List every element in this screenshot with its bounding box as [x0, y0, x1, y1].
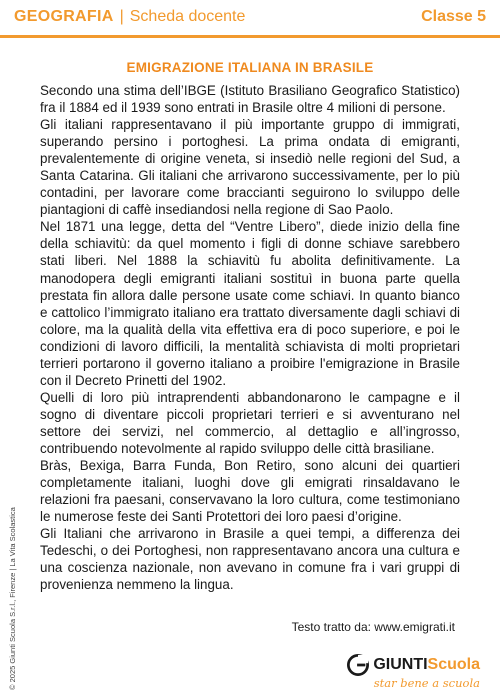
sheet-type-label: Scheda docente [129, 8, 246, 25]
paragraph: Bràs, Bexiga, Barra Funda, Bon Retiro, sono alcuni dei quartieri completamente italiani, luoghi dove gli emigrati rinsaldavano le relazioni fra paesani, conservavano la loro cultura, come testimoniano le numerose feste dei Santi Protettori dei loro paesi d’origine. [40, 458, 460, 525]
header-left [14, 8, 245, 26]
paragraph: Secondo una stima dell’IBGE (Istituto Brasiliano Geografico Statistico) fra il 1884 ed il 1939 sono entrati in Brasile oltre 4 milioni di persone. [40, 83, 460, 116]
giunti-g-logo-icon [347, 654, 369, 676]
header-bar [0, 0, 500, 38]
paragraph: Nel 1871 una legge, detta del “Ventre Libero”, diede inizio della fine della schiavitù: da quel momento i figli di donne schiave sarebbero stati liberi. Nel 1888 la schiavitù fu abolita definitivamente. La manodopera degli emigranti italiani sostituì in buona parte quella prestata fin allora dalle persone usate come schiavi. In quanto bianco e cattolico l’immigrato italiano era trattato diversamente dagli schiavi di colore, ma la qualità della vita effettiva era di poco superiore, e poi le condizioni di lavoro difficili, la mentalità schiavista di molti proprietari terrieri portarono il governo italiano a proibire l'emigrazione in Brasile con il Decreto Prinetti del 1902. [40, 219, 460, 388]
subject-label: GEOGRAFIA [14, 8, 114, 25]
paragraph: Gli Italiani che arrivarono in Brasile a quei tempi, a differenza dei Tedeschi, o dei Portoghesi, non rappresentavano ancora una cultura e una coscienza nazionale, non avevano in comune fra i vari gruppi di provenienza nemmeno la lingua. [40, 526, 460, 593]
logo-tagline: star bene a scuola [373, 676, 480, 690]
logo-brand-part2: Scuola [427, 656, 480, 673]
logo-wordmark [373, 656, 480, 674]
publisher-logo [320, 654, 480, 692]
source-credit: Testo tratto da: www.emigrati.it [291, 620, 455, 634]
grade-label: Classe 5 [421, 8, 486, 25]
logo-brand-part1: GIUNTI [373, 656, 428, 673]
body-text [40, 82, 460, 593]
header-separator: | [119, 8, 124, 25]
copyright-notice: © 2025 Giunti Scuola S.r.l., Firenze | La Vita Scolastica [8, 507, 17, 690]
paragraph: Gli italiani rappresentavano il più importante gruppo di immigrati, superando persino i portoghesi. La prima ondata di emigranti, prevalentemente di origine veneta, si insediò nelle regioni del Sud, a Santa Catarina. Gli italiani che arrivarono successivamente, per lo più contadini, per lavorare come braccianti seguirono lo sviluppo delle piantagioni di caffè insediandosi nella regione di Sao Paolo. [40, 117, 460, 218]
paragraph: Quelli di loro più intraprendenti abbandonarono le campagne e il sogno di diventare piccoli proprietari terrieri e si avventurano nel settore dei servizi, nel commercio, al dettaglio e all’ingrosso, contribuendo notevolmente al rapido sviluppo delle città brasiliane. [40, 389, 460, 456]
page-title: EMIGRAZIONE ITALIANA IN BRASILE [126, 60, 374, 75]
